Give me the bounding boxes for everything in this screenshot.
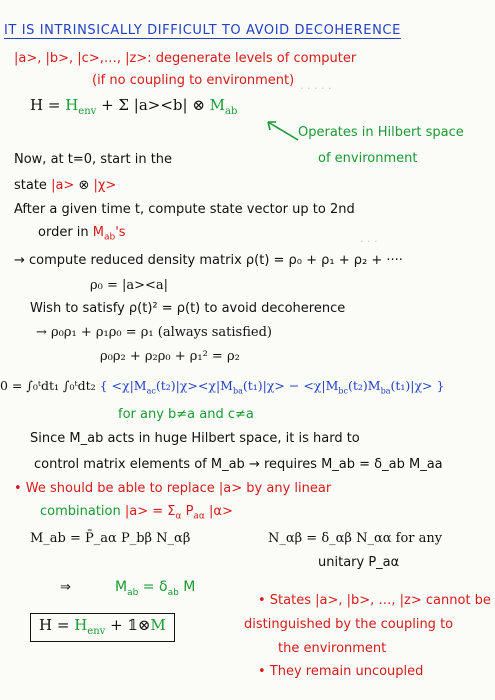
nab-transform: N_αβ = δ_αβ N_αα for any — [268, 531, 443, 546]
page-title: IT IS INTRINSICALLY DIFFICULT TO AVOID DECOHERENCE — [4, 23, 401, 38]
operates-note-line1: Operates in Hilbert space — [298, 125, 464, 140]
unitary-note: unitary P_aα — [318, 555, 400, 570]
implies-line: ⇒ $M_{ab} = \delta_{ab}$ M — [60, 579, 196, 598]
wish-line: Wish to satisfy ρ(t)² = ρ(t) to avoid decoherence — [30, 301, 346, 316]
integral-condition: 0 = ∫₀ᵗdt₁ ∫₀ᵗdt₂ { $<\chi|M_{ac}(t_2)|\chi><\chi|M_{ba}(t_1)|\chi> - <\chi|M_{bc}(t_2)M_{ba}(t_1)|\chi>$ } — [0, 378, 445, 396]
conclusion-1b: distinguished by the coupling to — [244, 617, 454, 632]
conclusion-2: • They remain uncoupled — [258, 664, 424, 679]
condition-1: → ρ₀ρ₁ + ρ₁ρ₀ = ρ₁ (always satisfied) — [36, 325, 272, 340]
conclusion-1c: the environment — [278, 641, 387, 656]
no-coupling-note: (if no coupling to environment) — [92, 73, 295, 88]
since-line: Since M_ab acts in huge Hilbert space, it is hard to — [30, 431, 360, 446]
arrow-icon — [262, 118, 302, 144]
now-line: Now, at t=0, start in the — [14, 152, 173, 167]
combination-line: combination $|a> = \Sigma_\alpha$ $P_{a\alpha}$ |α> — [40, 504, 233, 522]
for-any-note: for any b≠a and c≠a — [118, 407, 254, 422]
order-line: order in $M_{ab}'s$ — [38, 225, 126, 243]
conclusion-1a: • States |a>, |b>, …, |z> cannot be — [258, 593, 491, 608]
should-line: • We should be able to replace |a> by any linear — [14, 481, 332, 496]
rho0-line: ρ₀ = |a><a| — [90, 278, 169, 293]
bleed-text-2: · · · — [360, 235, 378, 248]
hamiltonian-equation: $H = H_{env} + \Sigma$ |a><b| ⊗ $M_{ab}$ — [30, 96, 238, 117]
mab-transform: M_ab = P̄_aα P_bβ N_αβ — [30, 531, 191, 546]
condition-2: ρ₀ρ₂ + ρ₂ρ₀ + ρ₁² = ρ₂ — [100, 349, 240, 364]
degenerate-levels-line: |a>, |b>, |c>,…, |z>: degenerate levels of computer — [14, 51, 357, 66]
final-hamiltonian-box: $H = H_{env}$ + 𝟙⊗M — [30, 613, 175, 642]
state-line: state |a> ⊗ |χ> — [14, 178, 117, 193]
control-line: control matrix elements of M_ab → requires M_ab = δ_ab M_aa — [34, 457, 443, 472]
bleed-text-1: · · · · · — [300, 82, 332, 95]
compute-line: → compute reduced density matrix ρ(t) = ρ₀ + ρ₁ + ρ₂ + ···· — [14, 253, 403, 268]
operates-note-line2: of environment — [318, 151, 418, 166]
after-line: After a given time t, compute state vector up to 2nd — [14, 202, 355, 217]
